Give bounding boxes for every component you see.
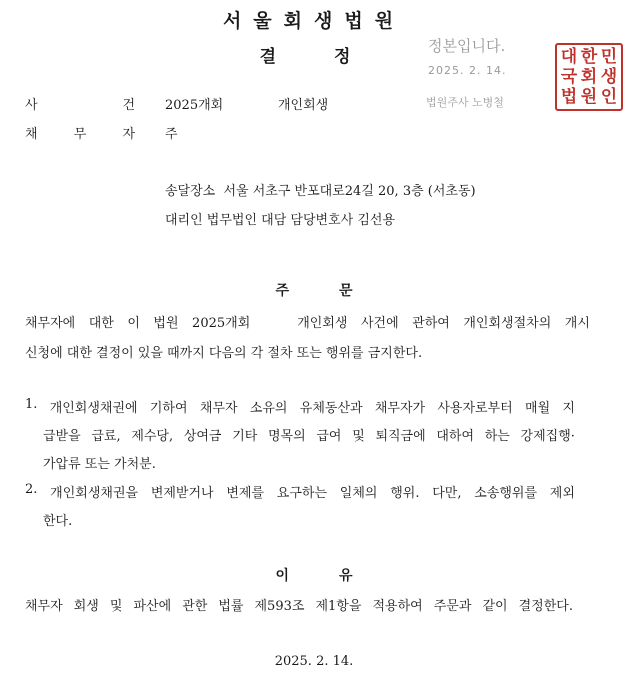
order-item-1-line: 1. 개인회생채권에 기하여 채무자 소유의 유체동산과 채무자가 사용자로부터 매월 지 [25,397,575,416]
debtor-label: 채 무 자 [25,127,135,142]
seal-char: 인 [600,86,618,107]
court-name: 서울회생법원 [222,10,406,32]
seal-char: 원 [580,86,598,107]
reason-text: 채무자 회생 및 파산에 관한 법률 제593조 제1항을 적용하여 주문과 같이 결정한다. [25,599,573,614]
seal-char: 법 [560,86,578,107]
debtor-value: 주 [165,127,178,142]
legal-agent: 대리인 법무법인 대담 담당변호사 김선용 [165,213,396,228]
case-label: 사 건 [25,98,135,113]
order-paragraph-line: 채무자에 대한 이 법원 2025개회 개인회생 사건에 관하여 개인회생절차의 개시 [25,316,590,331]
reason-heading: 이유 [275,568,403,584]
seal-char: 대 [560,46,578,67]
certification-clerk: 법원주사 노병철 [426,96,504,109]
seal-char: 생 [600,66,618,87]
seal-char: 민 [600,46,618,67]
order-item-1-line: 급받을 급료, 제수당, 상여금 기타 명목의 급여 및 퇴직금에 대하여 하는 강제집행· [43,429,575,444]
seal-char: 회 [580,66,598,87]
certification-date: 2025. 2. 14. [428,64,507,77]
order-paragraph-line: 신청에 대한 결정이 있을 때까지 다음의 각 절차 또는 행위를 금지한다. [25,346,423,361]
decision-date: 2025. 2. 14. [274,654,354,669]
order-item-2-line: 한다. [43,514,73,529]
case-number: 2025개회 [165,98,224,113]
order-item-1-line: 가압류 또는 가처분. [43,457,156,472]
order-heading: 주문 [275,283,403,299]
service-address: 송달장소 서울 서초구 반포대로24길 20, 3층 (서초동) [165,184,476,199]
order-item-2-line: 2. 개인회생채권을 변제받거나 변제를 요구하는 일체의 행위. 다만, 소송행위를 제외 [25,482,575,501]
certification-text: 정본입니다. [428,37,506,55]
document-type: 결정 [259,47,409,67]
seal-char: 국 [560,66,578,87]
seal-char: 한 [580,46,598,67]
case-name: 개인회생 [278,98,329,113]
court-seal [555,43,623,111]
